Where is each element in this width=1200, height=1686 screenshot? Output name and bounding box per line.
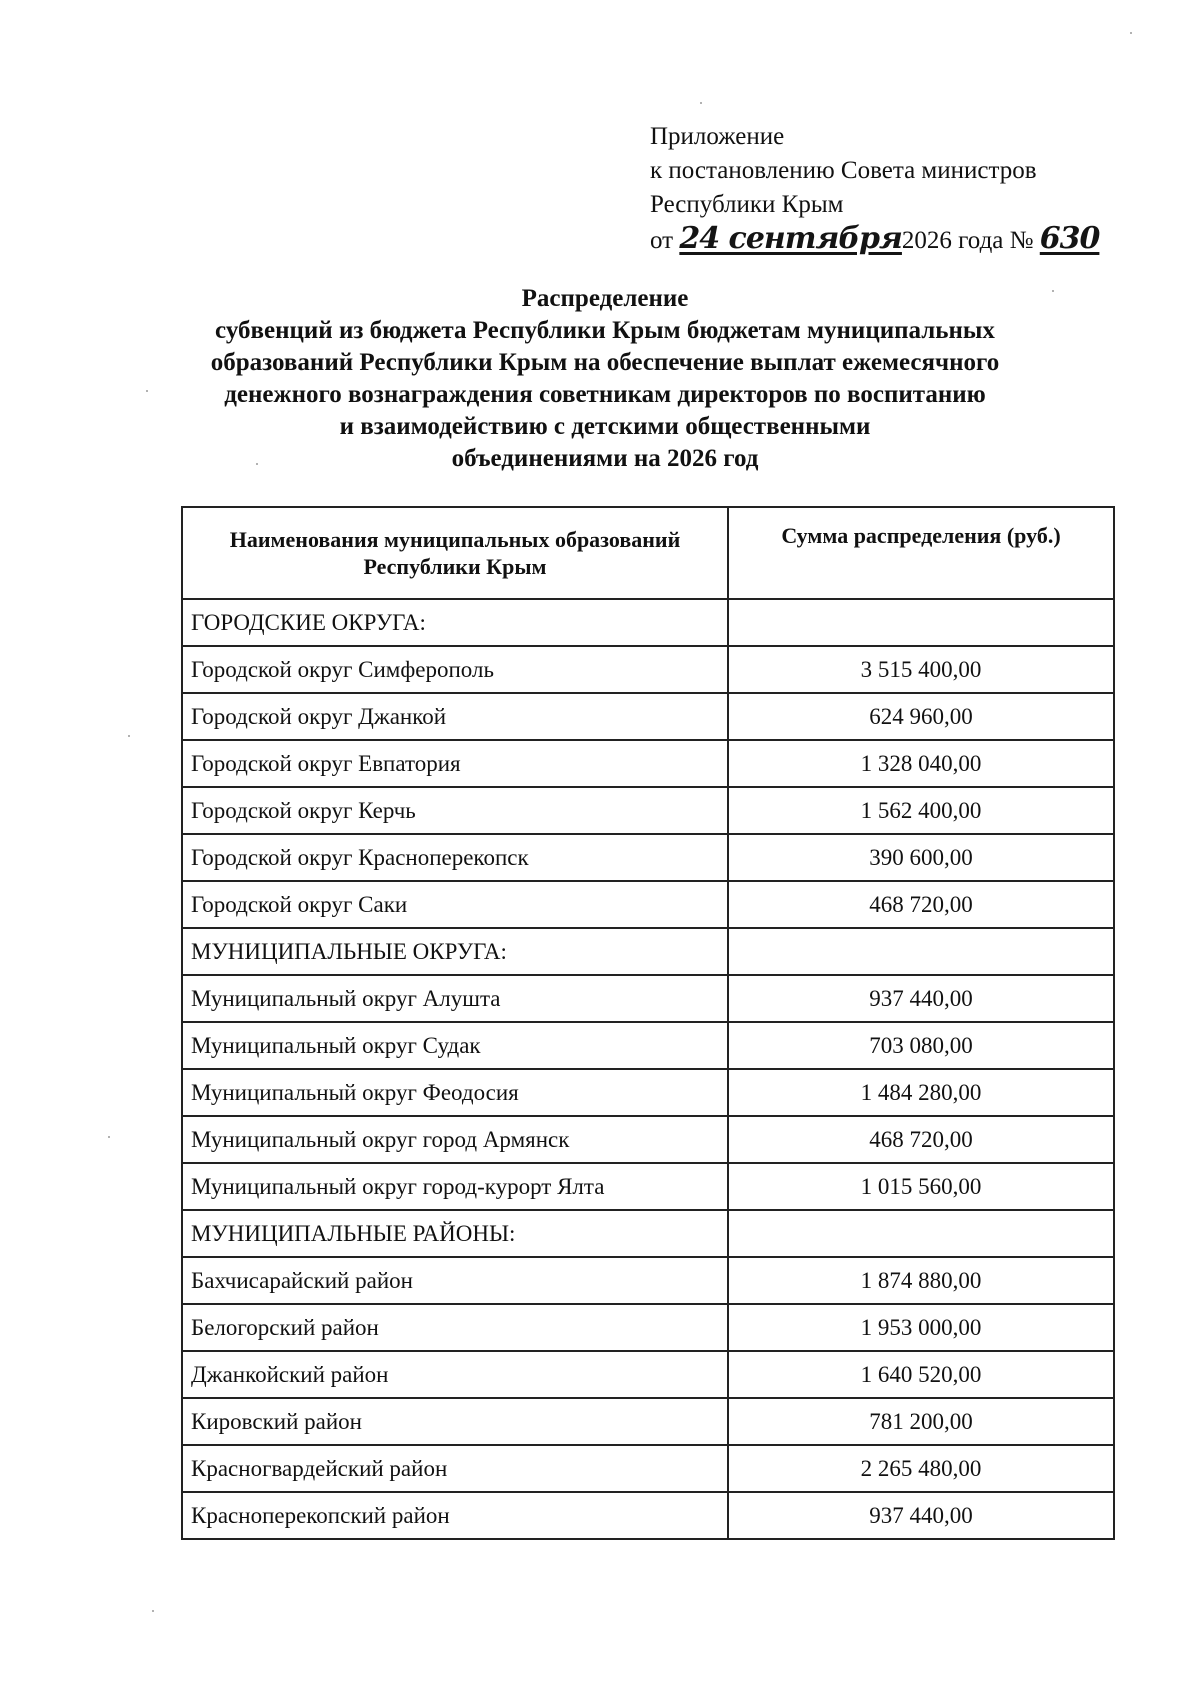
date-prefix: от <box>650 227 674 254</box>
municipality-name: Городской округ Джанкой <box>182 693 728 740</box>
amount-cell: 1 640 520,00 <box>728 1351 1114 1398</box>
table-row <box>182 693 1114 740</box>
amount-cell: 624 960,00 <box>728 693 1114 740</box>
amount-cell: 1 328 040,00 <box>728 740 1114 787</box>
title-line: денежного вознаграждения советникам директоров по воспитанию <box>224 381 986 408</box>
table-row <box>182 1257 1114 1304</box>
distribution-table <box>181 506 1115 1540</box>
approval-line-republic: Республики Крым <box>650 191 844 218</box>
amount-cell: 468 720,00 <box>728 1116 1114 1163</box>
municipality-name: Белогорский район <box>182 1304 728 1351</box>
amount-cell: 937 440,00 <box>728 975 1114 1022</box>
municipality-name: Муниципальный округ город-курорт Ялта <box>182 1163 728 1210</box>
table-row <box>182 646 1114 693</box>
table-row <box>182 1445 1114 1492</box>
amount-cell: 937 440,00 <box>728 1492 1114 1539</box>
municipality-name: Кировский район <box>182 1398 728 1445</box>
table-row <box>182 834 1114 881</box>
column-header-amount: Сумма распределения (руб.) <box>728 507 1114 599</box>
amount-cell <box>728 928 1114 975</box>
municipality-name: Муниципальный округ Алушта <box>182 975 728 1022</box>
amount-cell: 390 600,00 <box>728 834 1114 881</box>
table-row <box>182 1351 1114 1398</box>
municipality-name: Красноперекопский район <box>182 1492 728 1539</box>
title-heading: Распределение <box>521 285 689 312</box>
approval-line-decree: к постановлению Совета министров <box>650 157 1037 184</box>
amount-cell: 1 484 280,00 <box>728 1069 1114 1116</box>
table-row <box>182 1069 1114 1116</box>
amount-cell <box>728 1210 1114 1257</box>
table-row <box>182 1398 1114 1445</box>
municipality-name: Бахчисарайский район <box>182 1257 728 1304</box>
municipality-name: ГОРОДСКИЕ ОКРУГА: <box>182 599 728 646</box>
municipality-name: Городской округ Саки <box>182 881 728 928</box>
section-row <box>182 599 1114 646</box>
amount-cell: 1 874 880,00 <box>728 1257 1114 1304</box>
municipality-name: Джанкойский район <box>182 1351 728 1398</box>
title-line: образований Республики Крым на обеспечение выплат ежемесячного <box>210 349 1000 376</box>
title-line: объединениями на 2026 год <box>451 445 759 472</box>
scan-speck <box>1130 32 1132 34</box>
amount-cell: 3 515 400,00 <box>728 646 1114 693</box>
approval-date-line <box>650 222 1170 258</box>
municipality-name: Городской округ Евпатория <box>182 740 728 787</box>
amount-cell: 1 953 000,00 <box>728 1304 1114 1351</box>
table-row <box>182 881 1114 928</box>
municipality-name: Муниципальный округ город Армянск <box>182 1116 728 1163</box>
table-row <box>182 975 1114 1022</box>
approval-line-appendix: Приложение <box>650 123 785 150</box>
amount-cell: 1 562 400,00 <box>728 787 1114 834</box>
approval-block <box>650 120 1170 258</box>
municipality-name: Городской округ Керчь <box>182 787 728 834</box>
scan-speck <box>128 735 130 737</box>
handwritten-number: 630 <box>1039 221 1100 256</box>
table-row <box>182 1022 1114 1069</box>
municipality-name: МУНИЦИПАЛЬНЫЕ ОКРУГА: <box>182 928 728 975</box>
table-row <box>182 1492 1114 1539</box>
municipality-name: Муниципальный округ Феодосия <box>182 1069 728 1116</box>
municipality-name: Красногвардейский район <box>182 1445 728 1492</box>
title-line: субвенций из бюджета Республики Крым бюджетам муниципальных <box>215 317 995 344</box>
scan-speck <box>152 1610 154 1612</box>
scan-speck <box>700 102 702 104</box>
municipality-name: Городской округ Красноперекопск <box>182 834 728 881</box>
handwritten-date: 24 сентября <box>679 221 902 256</box>
table-row <box>182 787 1114 834</box>
section-row <box>182 928 1114 975</box>
amount-cell: 703 080,00 <box>728 1022 1114 1069</box>
scan-speck <box>146 390 148 392</box>
column-header-name: Наименования муниципальных образований Республики Крым <box>182 507 728 599</box>
table-row <box>182 1304 1114 1351</box>
table-row <box>182 1163 1114 1210</box>
document-title <box>180 283 1030 475</box>
municipality-name: МУНИЦИПАЛЬНЫЕ РАЙОНЫ: <box>182 1210 728 1257</box>
year-text: 2026 года № <box>901 227 1034 254</box>
amount-cell: 781 200,00 <box>728 1398 1114 1445</box>
amount-cell <box>728 599 1114 646</box>
table-row <box>182 740 1114 787</box>
title-line: и взаимодействию с детскими общественными <box>339 413 871 440</box>
scan-speck <box>1052 290 1054 292</box>
table-row <box>182 1116 1114 1163</box>
municipality-name: Городской округ Симферополь <box>182 646 728 693</box>
section-row <box>182 1210 1114 1257</box>
amount-cell: 1 015 560,00 <box>728 1163 1114 1210</box>
municipality-name: Муниципальный округ Судак <box>182 1022 728 1069</box>
amount-cell: 2 265 480,00 <box>728 1445 1114 1492</box>
scan-speck <box>108 1136 110 1138</box>
table-header-row <box>182 507 1114 599</box>
amount-cell: 468 720,00 <box>728 881 1114 928</box>
